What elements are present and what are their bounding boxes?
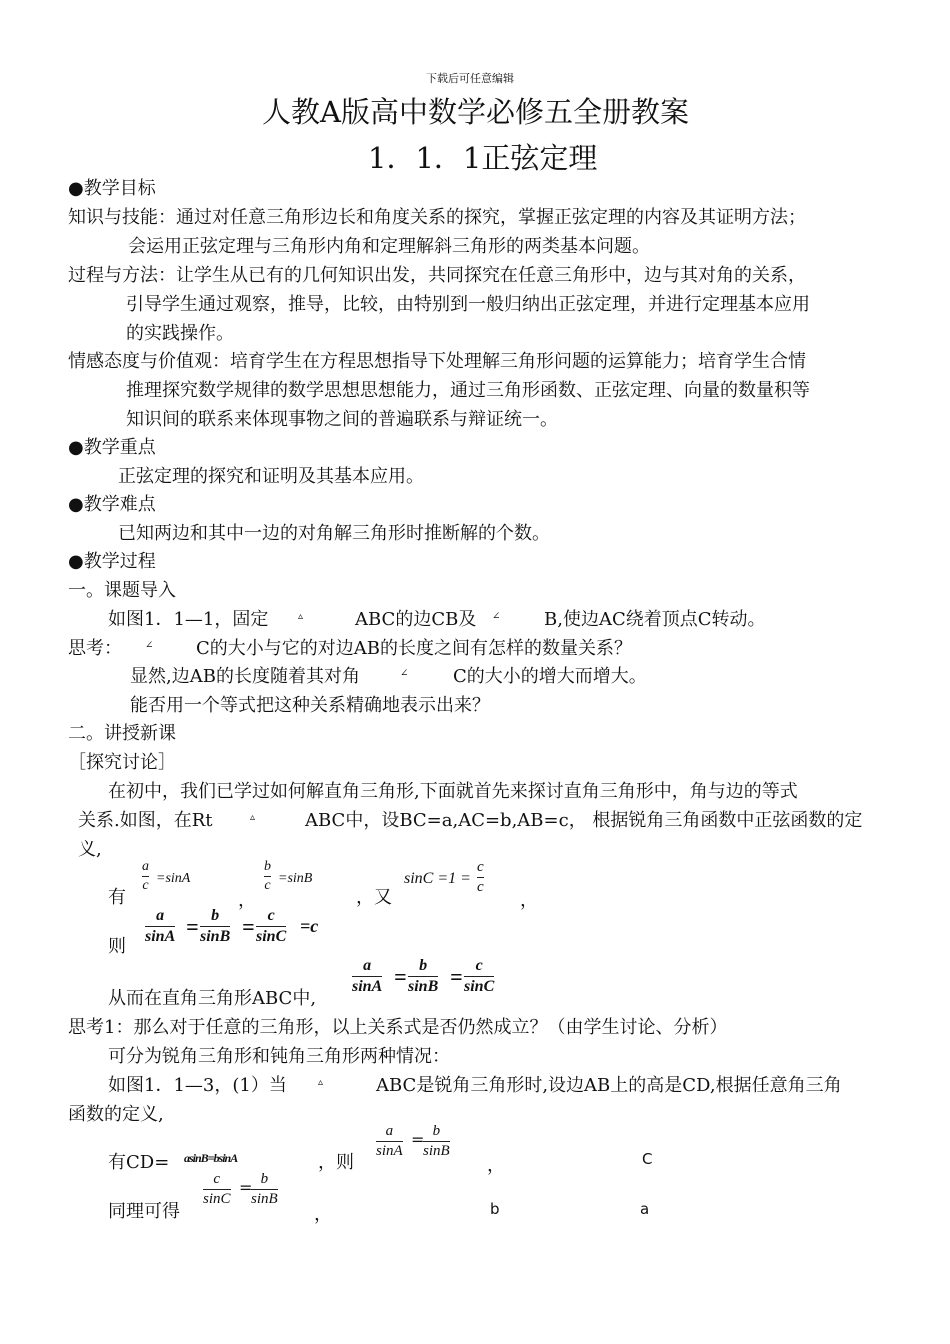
- thus-right-triangle: 从而在直角三角形ABC中,: [108, 988, 317, 1009]
- ratio-a-sinA: a sinA: [376, 1123, 403, 1159]
- intro-text-a: 如图1．1—1，固定: [108, 609, 269, 630]
- triangle-symbol: ▵: [298, 611, 304, 622]
- equals-sign: =: [242, 914, 255, 939]
- figure-text-b: ABC是锐角三角形时,设边AB上的高是CD,根据任意角三角: [376, 1075, 842, 1096]
- explore-tag: ［探究讨论］: [68, 752, 176, 773]
- ratio-c-sinC: c sinC: [203, 1171, 231, 1207]
- think1-text: 思考1：那么对于任意的三角形，以上关系式是否仍然成立？（由学生讨论、分析）: [68, 1017, 728, 1038]
- equals-sign: =: [450, 964, 463, 989]
- ratio-a-sinA: a sinA: [145, 907, 176, 945]
- goal-knowledge-line2: 会运用正弦定理与三角形内角和定理解斜三角形的两类基本问题。: [128, 236, 650, 257]
- process-heading: ●教学过程: [68, 551, 156, 572]
- angle-symbol: ∠: [492, 611, 501, 622]
- ratio-b-sinB: b sinB: [251, 1171, 278, 1207]
- ratio-b-sinB: b sinB: [423, 1123, 450, 1159]
- equals-sign: =: [394, 964, 407, 989]
- think-text: C的大小与它的对边AB的长度之间有怎样的数量关系？: [196, 638, 632, 659]
- figure-label-a: a: [640, 1200, 650, 1218]
- comma: ，: [314, 1204, 332, 1225]
- fraction-b-over-c: b c: [264, 859, 271, 893]
- goal-attitude-line1: 情感态度与价值观：培育学生在方程思想指导下处理解三角形问题的运算能力；培育学生合情: [68, 351, 806, 372]
- comma: ，: [487, 1155, 505, 1176]
- then-label: 则: [108, 936, 126, 957]
- equals-sign: =: [186, 914, 199, 939]
- explore-line2a: 关系.如图，在Rt: [78, 810, 213, 831]
- express-question: 能否用一个等式把这种关系精确地表示出来？: [130, 695, 490, 716]
- comma: ，: [520, 890, 538, 911]
- part1-heading: 一。课题导入: [68, 580, 176, 601]
- figure-label-C: C: [642, 1150, 653, 1168]
- figure-text-c: 函数的定义,: [68, 1104, 164, 1125]
- ratio-b-sinB: b sinB: [200, 907, 231, 945]
- comma: ，: [238, 890, 256, 911]
- difficulty-heading: ●教学难点: [68, 494, 156, 515]
- header-note: 下载后可任意编辑: [426, 72, 514, 85]
- ratio-b-sinB: b sinB: [408, 957, 439, 995]
- ratio-a-sinA: a sinA: [352, 957, 383, 995]
- obvious-text-b: C的大小的增大而增大。: [453, 666, 647, 687]
- goal-knowledge-line1: 知识与技能：通过对任意三角形边长和角度关系的探究，掌握正弦定理的内容及其证明方法；: [68, 207, 806, 228]
- intro-text-c: B,使边AC绕着顶点C转动。: [544, 609, 766, 630]
- goals-heading: ●教学目标: [68, 178, 156, 199]
- fraction-a-over-c: a c: [142, 859, 149, 893]
- and-also: ，又: [356, 887, 392, 908]
- cd-equation-label: 有CD=: [108, 1152, 170, 1173]
- cd-then: ，则: [318, 1152, 354, 1173]
- goal-process-line1: 过程与方法：让学生从已有的几何知识出发，共同探究在任意三角形中，边与其对角的关系，: [68, 265, 806, 286]
- angle-symbol: ∠: [145, 640, 154, 651]
- eq-sinA: =sinA: [156, 871, 191, 886]
- intro-text-b: ABC的边CB及: [355, 609, 477, 630]
- difficulty-text: 已知两边和其中一边的对角解三角形时推断解的个数。: [118, 523, 550, 544]
- equals-sign: =: [239, 1178, 253, 1197]
- goal-process-line2: 引导学生通过观察，推导，比较，由特别到一般归纳出正弦定理，并进行定理基本应用: [126, 294, 810, 315]
- key-heading: ●教学重点: [68, 437, 156, 458]
- think-label: 思考：: [68, 638, 122, 659]
- goal-attitude-line2: 推理探究数学规律的数学思想思想能力，通过三角形函数、正弦定理、向量的数量积等: [126, 380, 810, 401]
- figure-label-b: b: [490, 1200, 500, 1218]
- explore-line2b: ABC中，设BC=a,AC=b,AB=c， 根据锐角三角函数中正弦函数的定: [305, 810, 863, 831]
- explore-line1: 在初中，我们已学过如何解直角三角形,下面就首先来探讨直角三角形中，角与边的等式: [108, 781, 798, 802]
- equals-sign: =: [411, 1130, 425, 1149]
- ratio-c-sinC: c sinC: [256, 907, 287, 945]
- goal-process-line3: 的实践操作。: [126, 323, 234, 344]
- eq-sinC: sinC =1 =: [404, 870, 471, 887]
- explore-line3: 义,: [78, 839, 102, 860]
- two-cases-text: 可分为锐角三角形和钝角三角形两种情况：: [108, 1046, 450, 1067]
- similarly-label: 同理可得: [108, 1201, 180, 1222]
- eq-sinB: =sinB: [278, 871, 313, 886]
- document-title: 人教A版高中数学必修五全册教案: [262, 95, 689, 129]
- goal-attitude-line3: 知识间的联系来体现事物之间的普遍联系与辩证统一。: [126, 409, 558, 430]
- obvious-text-a: 显然,边AB的长度随着其对角: [130, 666, 360, 687]
- triangle-symbol: ▵: [250, 812, 256, 823]
- key-text: 正弦定理的探究和证明及其基本应用。: [118, 466, 424, 487]
- triangle-symbol: ▵: [318, 1077, 324, 1088]
- have-label: 有: [108, 887, 126, 908]
- figure-text-a: 如图1．1—3，(1）当: [108, 1075, 287, 1096]
- section-title: 1．1．1正弦定理: [368, 141, 598, 175]
- cd-expression: asinB=bsinA: [184, 1151, 238, 1165]
- ratio-c-sinC: c sinC: [464, 957, 495, 995]
- ratio-tail: =c: [300, 916, 319, 936]
- part2-heading: 二。讲授新课: [68, 723, 176, 744]
- angle-symbol: ∠: [400, 668, 409, 679]
- fraction-c-over-c: c c: [477, 859, 484, 895]
